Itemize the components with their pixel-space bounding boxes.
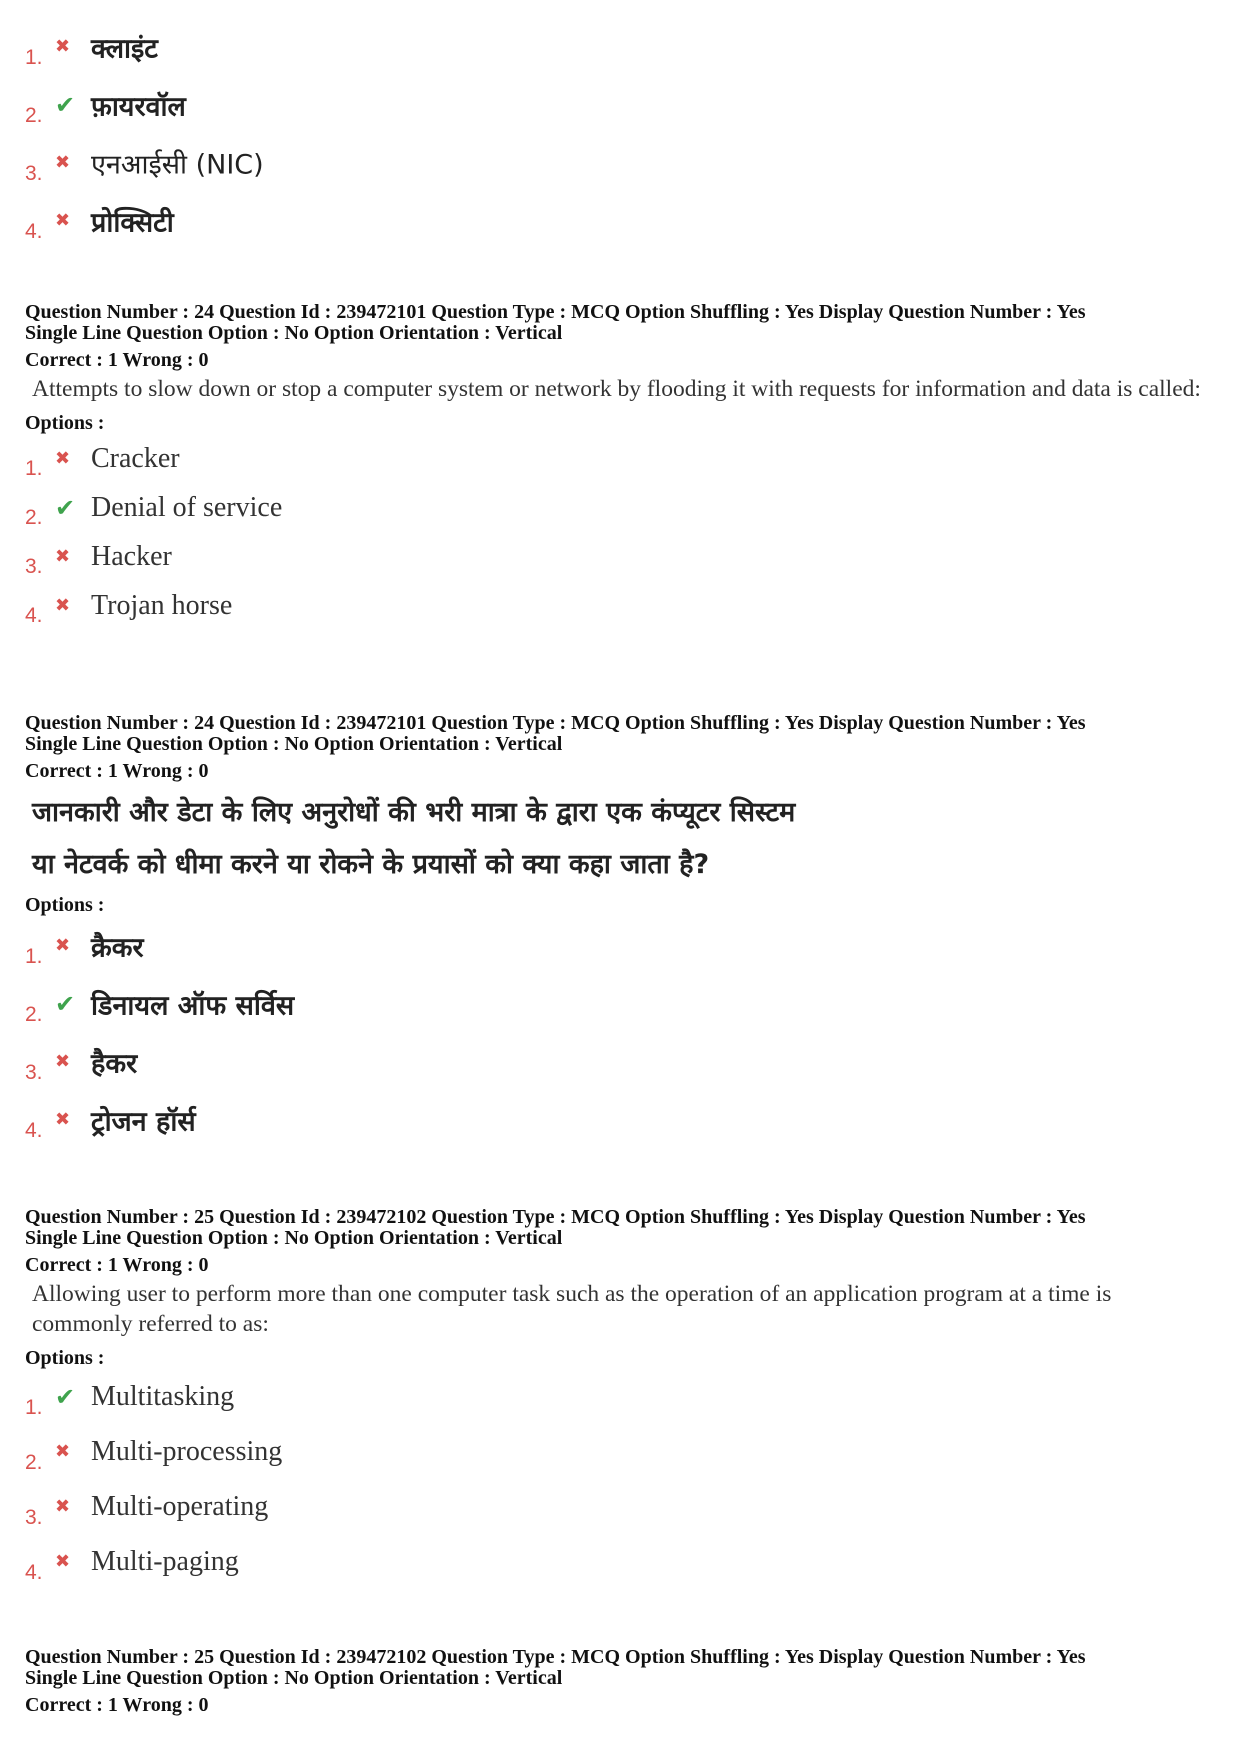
wrong-icon: ✖	[55, 448, 71, 469]
option-number: 1.	[25, 945, 43, 968]
question-block	[25, 301, 1215, 627]
question-text-line: जानकारी और डेटा के लिए अनुरोधों की भरी मात्रा के द्वारा एक कंप्यूटर सिस्टम	[32, 797, 796, 828]
option-row	[25, 492, 1215, 529]
question-meta: Single Line Question Option : No Option Orientation : Vertical	[25, 1227, 563, 1249]
option-text: ट्रोजन हॉर्स	[91, 1106, 196, 1138]
options-label: Options :	[25, 894, 105, 916]
question-text-line: या नेटवर्क को धीमा करने या रोकने के प्रयासों को क्या कहा जाता है?	[32, 849, 710, 880]
option-number: 3.	[25, 162, 43, 185]
option-row	[25, 987, 1215, 1026]
option-number: 2.	[25, 1003, 43, 1026]
marks-meta: Correct : 1 Wrong : 0	[25, 1694, 209, 1716]
options-list	[25, 1380, 1215, 1584]
options-list	[25, 929, 1215, 1142]
option-row	[25, 929, 1215, 968]
option-row	[25, 88, 1215, 127]
option-text: Multitasking	[91, 1381, 235, 1412]
option-number: 1.	[25, 46, 43, 69]
option-number: 3.	[25, 1506, 43, 1529]
option-number: 3.	[25, 1061, 43, 1084]
question-meta: Question Number : 25 Question Id : 239472102 Question Type : MCQ Option Shuffling : Yes Display Question Number : Yes	[25, 1646, 1086, 1668]
option-text: एनआईसी (NIC)	[91, 149, 264, 181]
option-text: Trojan horse	[91, 590, 233, 621]
option-row	[25, 1380, 1215, 1419]
question-block	[25, 1206, 1215, 1584]
option-text: फ़ायरवॉल	[91, 91, 186, 123]
option-number: 2.	[25, 1451, 43, 1474]
option-text: क्रैकर	[91, 932, 144, 964]
option-row	[25, 590, 1215, 627]
option-number: 4.	[25, 1561, 43, 1584]
option-text: Denial of service	[91, 492, 283, 523]
check-icon: ✔	[55, 1383, 76, 1411]
option-text: डिनायल ऑफ सर्विस	[91, 990, 295, 1022]
wrong-icon: ✖	[55, 1551, 71, 1572]
option-row	[25, 1435, 1215, 1474]
option-text: Cracker	[91, 443, 180, 474]
option-row	[25, 443, 1215, 480]
marks-meta: Correct : 1 Wrong : 0	[25, 760, 209, 782]
question-block	[25, 712, 1215, 1142]
wrong-icon: ✖	[55, 36, 71, 57]
wrong-icon: ✖	[55, 546, 71, 567]
option-row	[25, 541, 1215, 578]
option-number: 1.	[25, 457, 43, 480]
question-meta: Question Number : 24 Question Id : 239472101 Question Type : MCQ Option Shuffling : Yes Display Question Number : Yes	[25, 712, 1086, 734]
question-text: Attempts to slow down or stop a computer system or network by flooding it with requests for information and data is called:	[32, 376, 1201, 402]
option-row	[25, 30, 1215, 69]
question-meta: Single Line Question Option : No Option Orientation : Vertical	[25, 1667, 563, 1689]
question-meta: Single Line Question Option : No Option Orientation : Vertical	[25, 733, 563, 755]
option-row	[25, 204, 1215, 243]
option-row	[25, 146, 1215, 185]
question-meta: Question Number : 24 Question Id : 239472101 Question Type : MCQ Option Shuffling : Yes Display Question Number : Yes	[25, 301, 1086, 323]
marks-meta: Correct : 1 Wrong : 0	[25, 1254, 209, 1276]
option-number: 4.	[25, 604, 43, 627]
option-number: 4.	[25, 220, 43, 243]
option-number: 2.	[25, 506, 43, 529]
question-text: Allowing user to perform more than one computer task such as the operation of an application program at a time is commonly referred to as:	[32, 1281, 1112, 1337]
options-list	[25, 443, 1215, 627]
option-text: Multi-paging	[91, 1546, 239, 1577]
option-row	[25, 1103, 1215, 1142]
option-row	[25, 1490, 1215, 1529]
option-number: 2.	[25, 104, 43, 127]
option-text: Hacker	[91, 541, 172, 572]
option-text: प्रोक्सिटी	[91, 207, 174, 239]
option-number: 4.	[25, 1119, 43, 1142]
top-options-list	[25, 30, 1215, 243]
options-label: Options :	[25, 412, 105, 434]
wrong-icon: ✖	[55, 210, 71, 231]
check-icon: ✔	[55, 91, 76, 119]
marks-meta: Correct : 1 Wrong : 0	[25, 349, 209, 371]
check-icon: ✔	[55, 494, 76, 522]
wrong-icon: ✖	[55, 1051, 71, 1072]
wrong-icon: ✖	[55, 1441, 71, 1462]
option-number: 3.	[25, 555, 43, 578]
options-label: Options :	[25, 1347, 105, 1369]
question-block	[25, 1647, 1215, 1716]
option-text: क्लाइंट	[91, 33, 158, 65]
question-meta: Single Line Question Option : No Option Orientation : Vertical	[25, 322, 563, 344]
option-text: Multi-processing	[91, 1436, 283, 1467]
option-row	[25, 1545, 1215, 1584]
wrong-icon: ✖	[55, 935, 71, 956]
wrong-icon: ✖	[55, 1109, 71, 1130]
option-number: 1.	[25, 1396, 43, 1419]
wrong-icon: ✖	[55, 152, 71, 173]
question-meta: Question Number : 25 Question Id : 239472102 Question Type : MCQ Option Shuffling : Yes Display Question Number : Yes	[25, 1206, 1086, 1228]
wrong-icon: ✖	[55, 1496, 71, 1517]
wrong-icon: ✖	[55, 595, 71, 616]
option-row	[25, 1045, 1215, 1084]
option-text: हैकर	[91, 1048, 138, 1080]
option-text: Multi-operating	[91, 1491, 269, 1522]
check-icon: ✔	[55, 990, 76, 1018]
